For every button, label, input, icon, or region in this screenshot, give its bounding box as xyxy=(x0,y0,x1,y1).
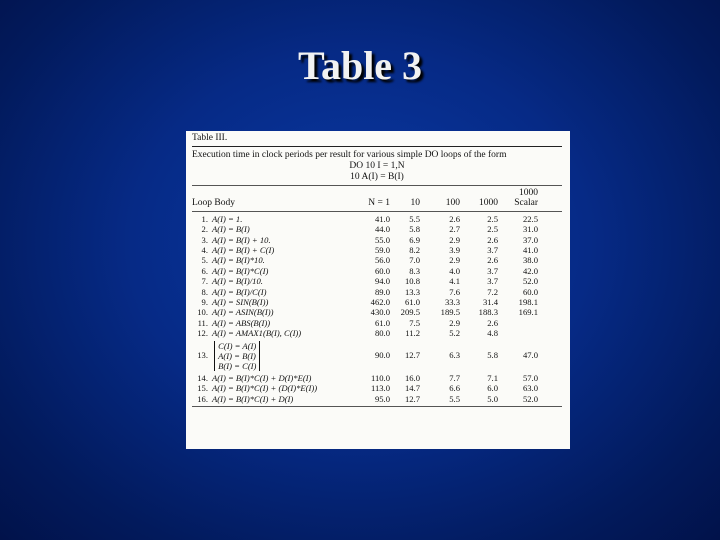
cell-n1000: 3.7 xyxy=(487,245,498,256)
cell-scalar: 57.0 xyxy=(522,372,538,383)
swap-line-1: C(I) = A(I) xyxy=(218,340,257,351)
table-row xyxy=(192,307,562,317)
cell-n100: 2.6 xyxy=(449,213,460,224)
cell-n10: 12.7 xyxy=(404,350,420,361)
table-row xyxy=(192,339,562,373)
table-description xyxy=(192,150,562,183)
cell-scalar: 37.0 xyxy=(522,234,538,245)
row-index: 11. xyxy=(197,317,208,328)
row-index: 8. xyxy=(201,286,208,297)
loop-expression: A(I) = B(I)*C(I) xyxy=(212,265,269,276)
loop-expression: A(I) = 1. xyxy=(212,213,243,224)
loop-expression: A(I) = B(I) + C(I) xyxy=(212,245,275,256)
loop-body xyxy=(192,373,350,383)
loop-body xyxy=(192,328,350,338)
cell-n1000: 7.2 xyxy=(487,286,498,297)
cell-n1: 95.0 xyxy=(374,393,390,404)
table-row xyxy=(192,287,562,297)
cell-n10: 10.8 xyxy=(404,276,420,287)
cell-scalar xyxy=(498,328,538,338)
cell-scalar: 52.0 xyxy=(522,393,538,404)
cell-n100: 5.5 xyxy=(449,393,460,404)
cell-n1000: 188.3 xyxy=(478,307,498,318)
cell-n100: 4.0 xyxy=(449,265,460,276)
cell-n1000: 3.7 xyxy=(487,276,498,287)
header-scalar-label: Scalar xyxy=(514,198,538,209)
cell-scalar: 60.0 xyxy=(522,286,538,297)
loop-expression: A(I) = ASIN(B(I)) xyxy=(212,307,274,318)
loop-expression: A(I) = ABS(B(I)) xyxy=(212,317,271,328)
cell-n1000: 5.0 xyxy=(487,393,498,404)
swap-line-3: B(I) = C(I) xyxy=(218,360,257,371)
table-row xyxy=(192,266,562,276)
loop-body xyxy=(192,307,350,317)
loop-body xyxy=(192,255,350,265)
cell-n100: 189.5 xyxy=(440,307,460,318)
row-index: 9. xyxy=(201,297,208,308)
cell-n1000: 3.7 xyxy=(487,265,498,276)
row-index: 1. xyxy=(201,213,208,224)
header-n10: 10 xyxy=(410,198,420,209)
cell-scalar: 63.0 xyxy=(522,383,538,394)
loop-expression: A(I) = B(I) + 10. xyxy=(212,234,271,245)
cell-n1: 55.0 xyxy=(374,234,390,245)
cell-scalar: 198.1 xyxy=(518,297,538,308)
cell-n1: 110.0 xyxy=(370,372,390,383)
cell-scalar: 41.0 xyxy=(522,245,538,256)
cell-n1: 89.0 xyxy=(374,286,390,297)
table-body xyxy=(192,214,562,339)
loop-expression: A(I) = B(I) xyxy=(212,224,250,235)
loop-body xyxy=(192,318,350,328)
cell-n100: 2.7 xyxy=(449,224,460,235)
cell-n10: 16.0 xyxy=(404,372,420,383)
cell-n1000: 2.6 xyxy=(487,234,498,245)
loop-body xyxy=(192,224,350,234)
description-text: Execution time in clock periods per result for various simple DO loops of the form xyxy=(192,150,507,160)
table-row xyxy=(192,383,562,393)
header-scalar-top: 1000 xyxy=(519,188,538,198)
row-index: 2. xyxy=(201,224,208,235)
cell-n1000: 5.8 xyxy=(487,350,498,361)
table-row xyxy=(192,255,562,265)
loop-expression: A(I) = B(I)*C(I) + D(I) xyxy=(212,393,294,404)
loop-body xyxy=(192,276,350,286)
cell-n1: 60.0 xyxy=(374,265,390,276)
loop-body xyxy=(192,245,350,255)
loop-body xyxy=(192,297,350,307)
code-line-1: DO 10 I = 1,N xyxy=(349,161,405,171)
cell-scalar: 52.0 xyxy=(522,276,538,287)
loop-expression: A(I) = SIN(B(I)) xyxy=(212,297,269,308)
divider xyxy=(192,211,562,212)
row-index: 4. xyxy=(201,245,208,256)
cell-scalar: 38.0 xyxy=(522,255,538,266)
cell-n100: 6.3 xyxy=(449,350,460,361)
cell-scalar: 47.0 xyxy=(522,350,538,361)
table-row xyxy=(192,394,562,404)
cell-n10: 13.3 xyxy=(404,286,420,297)
loop-body xyxy=(192,383,350,393)
row-index: 16. xyxy=(197,393,208,404)
table-row xyxy=(192,245,562,255)
cell-n1000: 2.5 xyxy=(487,224,498,235)
table-row xyxy=(192,373,562,383)
cell-n1: 90.0 xyxy=(374,350,390,361)
cell-n10: 11.2 xyxy=(405,328,420,339)
loop-body xyxy=(192,266,350,276)
cell-n1: 56.0 xyxy=(374,255,390,266)
loop-expression: A(I) = B(I)/10. xyxy=(212,276,263,287)
cell-n10: 7.5 xyxy=(409,317,420,328)
divider xyxy=(192,406,562,407)
loop-body xyxy=(192,394,350,404)
row-index: 3. xyxy=(201,234,208,245)
table-row xyxy=(192,276,562,286)
divider xyxy=(192,185,562,186)
slide-title: Table 3 xyxy=(297,43,423,88)
cell-n10: 8.2 xyxy=(409,245,420,256)
table-row xyxy=(192,235,562,245)
header-n100: 100 xyxy=(445,198,460,209)
cell-scalar: 42.0 xyxy=(522,265,538,276)
loop-expression: A(I) = AMAX1(B(I), C(I)) xyxy=(212,328,302,339)
cell-n100: 2.9 xyxy=(449,234,460,245)
row-index: 6. xyxy=(201,265,208,276)
code-line-2: 10 A(I) = B(I) xyxy=(350,172,404,182)
cell-n10: 5.5 xyxy=(409,213,420,224)
header-n1000: 1000 xyxy=(479,198,498,209)
cell-scalar xyxy=(498,318,538,328)
divider xyxy=(192,146,562,147)
cell-n1000: 2.6 xyxy=(487,317,498,328)
table-row xyxy=(192,297,562,307)
cell-n100: 33.3 xyxy=(444,297,460,308)
cell-n1: 59.0 xyxy=(374,245,390,256)
cell-n100: 6.6 xyxy=(449,383,460,394)
cell-scalar: 169.1 xyxy=(518,307,538,318)
table-row xyxy=(192,214,562,224)
row-index: 14. xyxy=(197,372,208,383)
cell-n10: 7.0 xyxy=(409,255,420,266)
cell-n100: 2.9 xyxy=(449,255,460,266)
cell-n100: 7.7 xyxy=(449,372,460,383)
cell-n1: 41.0 xyxy=(374,213,390,224)
cell-n1000: 6.0 xyxy=(487,383,498,394)
cell-n1000: 2.6 xyxy=(487,255,498,266)
cell-n1: 44.0 xyxy=(374,224,390,235)
loop-expression: A(I) = B(I)*10. xyxy=(212,255,265,266)
header-loop-body: Loop Body xyxy=(192,198,236,209)
header-scalar xyxy=(498,188,538,209)
cell-n10: 61.0 xyxy=(404,297,420,308)
swap-line-2: A(I) = B(I) xyxy=(218,350,256,361)
header-n1: N = 1 xyxy=(368,198,390,209)
cell-n10: 5.8 xyxy=(409,224,420,235)
cell-n100: 3.9 xyxy=(449,245,460,256)
cell-n100: 7.6 xyxy=(449,286,460,297)
table-row xyxy=(192,224,562,234)
row-index: 15. xyxy=(197,383,208,394)
cell-n1: 113.0 xyxy=(370,383,390,394)
cell-n1000: 4.8 xyxy=(487,328,498,339)
cell-n1000: 7.1 xyxy=(487,372,498,383)
cell-n1000: 2.5 xyxy=(487,213,498,224)
cell-n1: 430.0 xyxy=(370,307,390,318)
cell-n1: 80.0 xyxy=(374,328,390,339)
table-body-tail xyxy=(192,373,562,404)
loop-expression: A(I) = B(I)*C(I) + D(I)*E(I) xyxy=(212,372,312,383)
table-header xyxy=(192,188,562,209)
cell-n10: 6.9 xyxy=(409,234,420,245)
loop-expression: A(I) = B(I)*C(I) + (D(I)*E(I)) xyxy=(212,383,318,394)
cell-n1: 61.0 xyxy=(374,317,390,328)
cell-n1: 94.0 xyxy=(374,276,390,287)
cell-scalar: 22.5 xyxy=(522,213,538,224)
loop-body xyxy=(192,287,350,297)
table-row xyxy=(192,318,562,328)
cell-n10: 209.5 xyxy=(400,307,420,318)
cell-scalar: 31.0 xyxy=(522,224,538,235)
table-row xyxy=(192,328,562,338)
cell-n1: 462.0 xyxy=(370,297,390,308)
loop-body xyxy=(192,235,350,245)
cell-n100: 2.9 xyxy=(449,317,460,328)
row-index: 13. xyxy=(197,349,208,360)
cell-n100: 5.2 xyxy=(449,328,460,339)
loop-expression: A(I) = B(I)/C(I) xyxy=(212,286,267,297)
cell-n10: 14.7 xyxy=(404,383,420,394)
cell-n10: 12.7 xyxy=(404,393,420,404)
loop-body xyxy=(192,214,350,224)
cell-n10: 8.3 xyxy=(409,265,420,276)
table-caption: Table III. xyxy=(192,133,228,143)
cell-n100: 4.1 xyxy=(449,276,460,287)
table-image xyxy=(186,131,570,449)
row-index: 7. xyxy=(201,276,208,287)
loop-body xyxy=(192,341,350,371)
row-index: 5. xyxy=(201,255,208,266)
row-index: 10. xyxy=(197,307,208,318)
row-index: 12. xyxy=(197,328,208,339)
cell-n1000: 31.4 xyxy=(482,297,498,308)
swap-block xyxy=(214,341,260,371)
